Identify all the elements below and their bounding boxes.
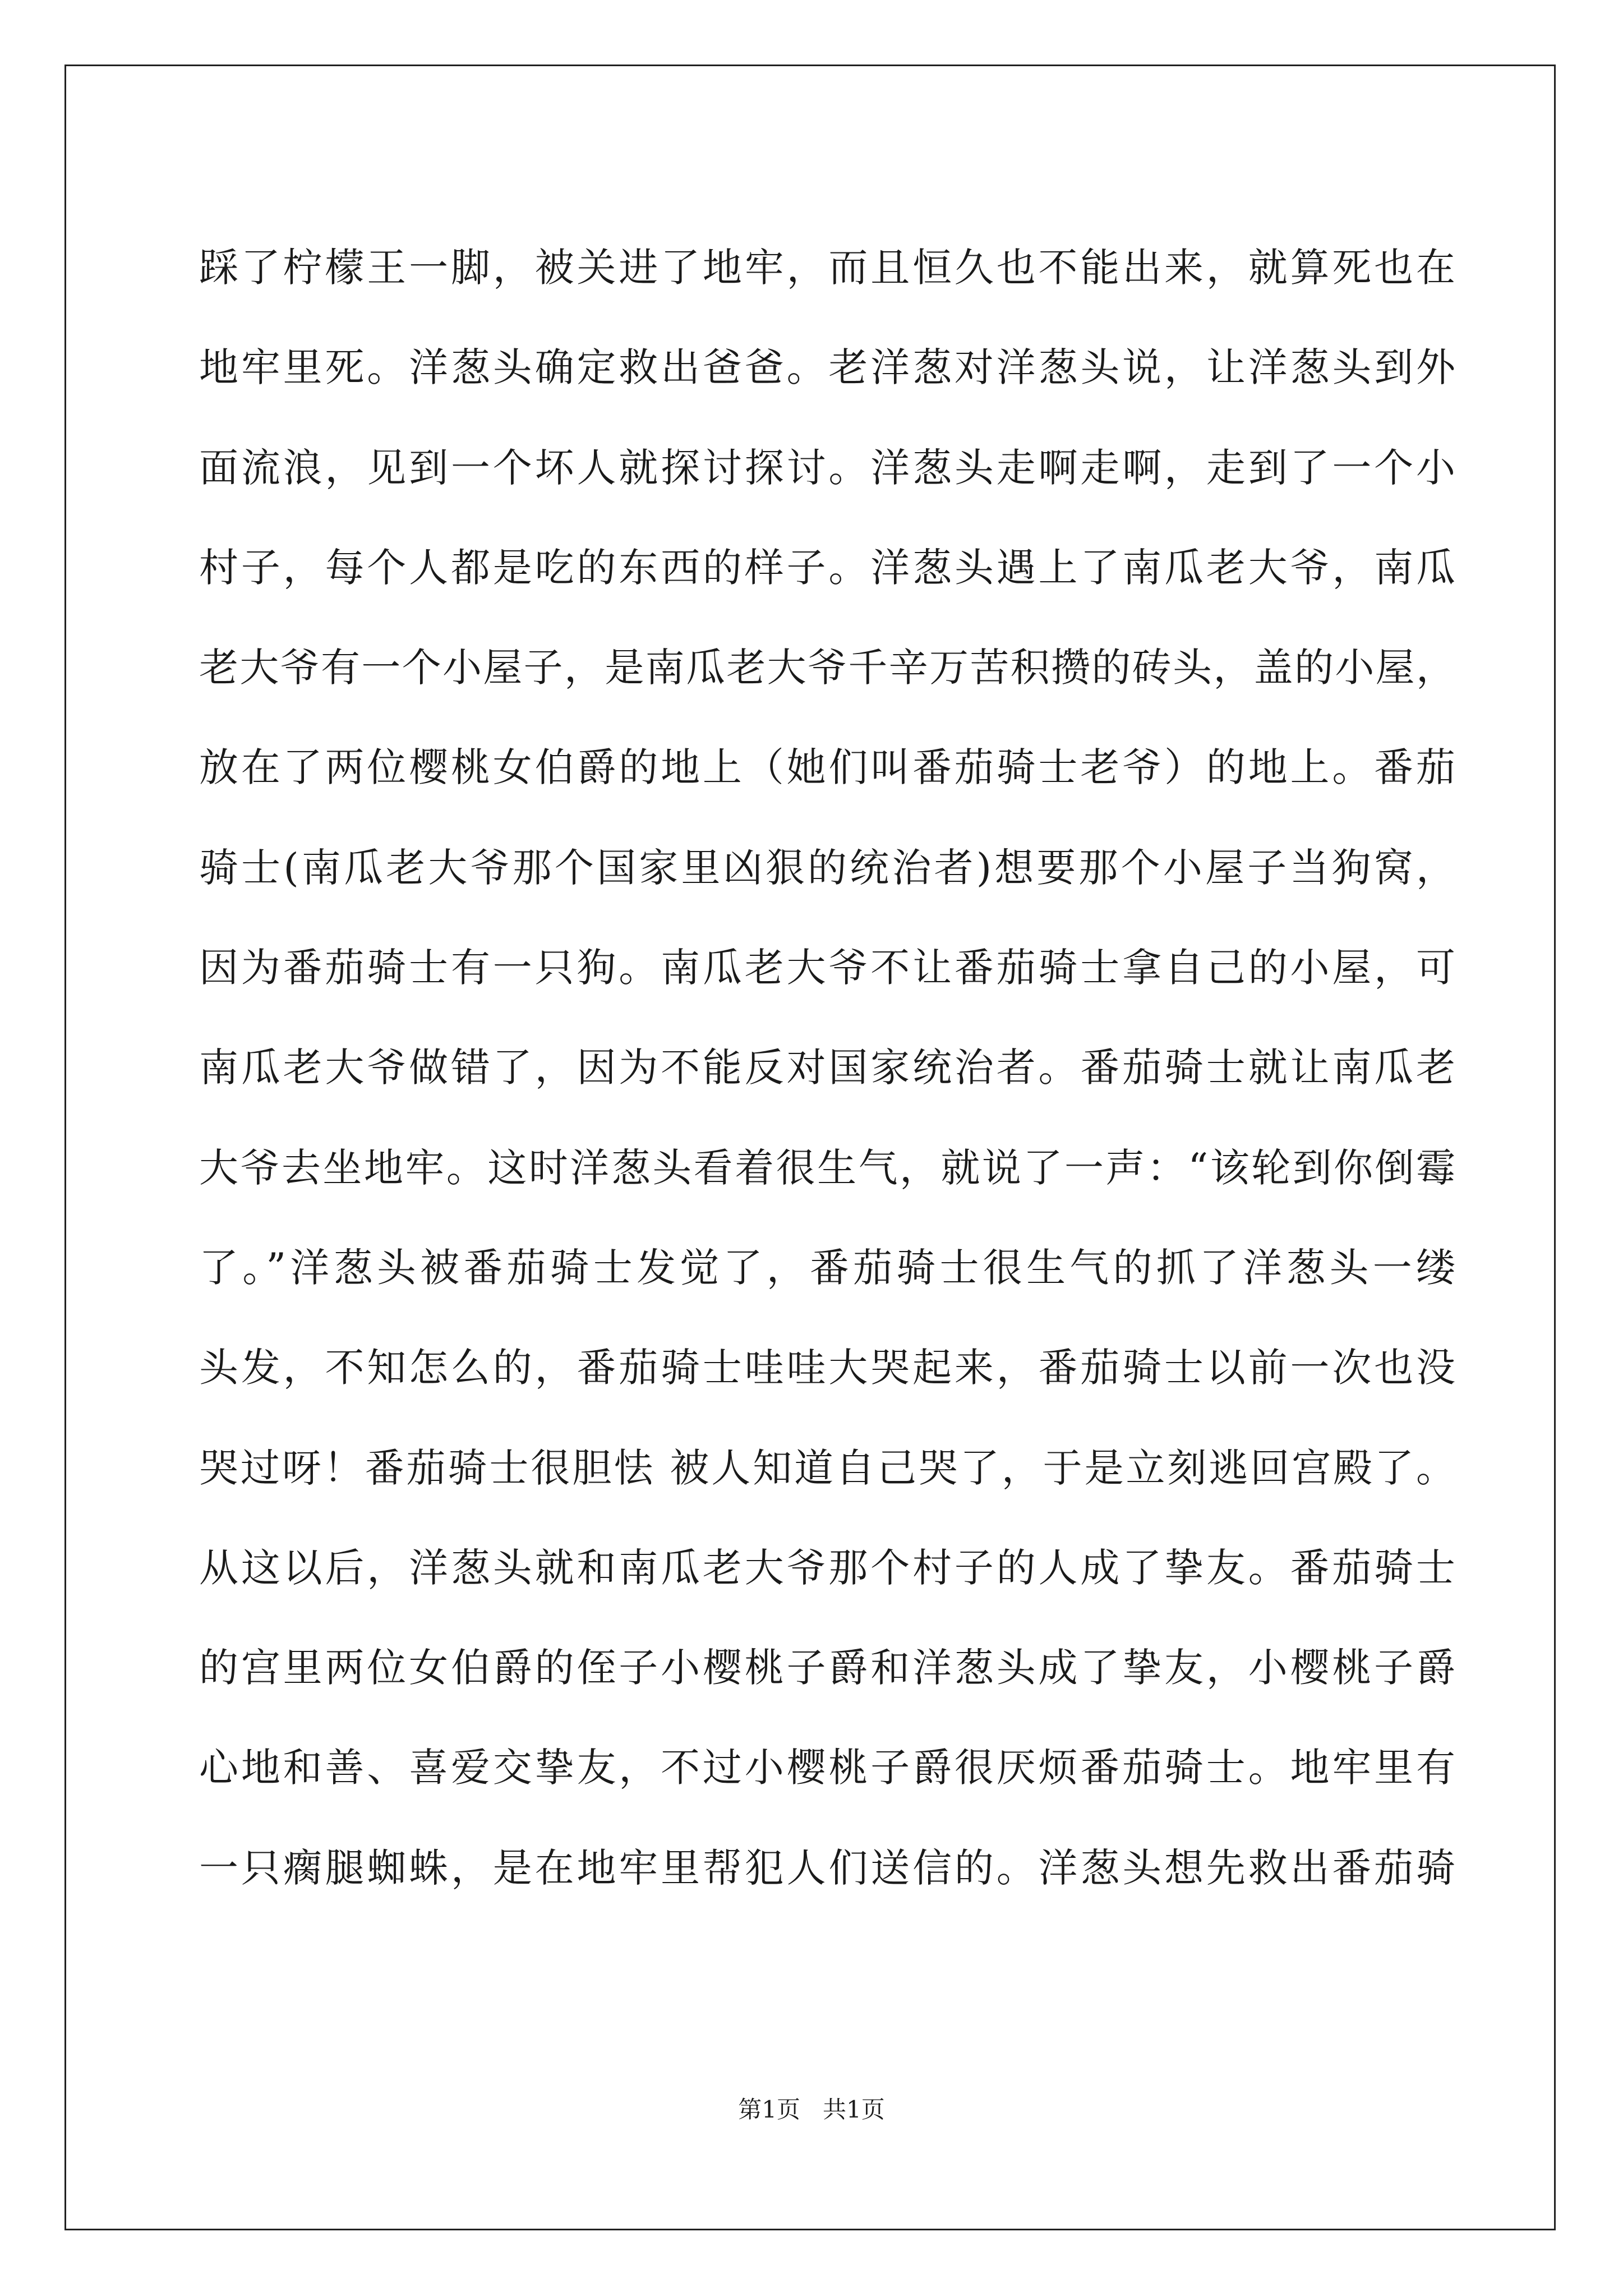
text-line: 骑士(南瓜老大爷那个国家里凶狠的统治者)想要那个小屋子当狗窝， bbox=[199, 844, 1455, 891]
text-line: 因为番茄骑士有一只狗。南瓜老大爷不让番茄骑士拿自己的小屋，可 bbox=[199, 945, 1455, 991]
text-line: 地牢里死。洋葱头确定救出爸爸。老洋葱对洋葱头说，让洋葱头到外 bbox=[199, 344, 1455, 391]
page-footer: 第1页 共1页 bbox=[738, 2096, 885, 2123]
text-line: 村子，每个人都是吃的东西的样子。洋葱头遇上了南瓜老大爷，南瓜 bbox=[199, 544, 1455, 591]
text-line: 一只瘸腿蜘蛛，是在地牢里帮犯人们送信的。洋葱头想先救出番茄骑 bbox=[199, 1844, 1455, 1891]
text-line: 大爷去坐地牢。这时洋葱头看着很生气，就说了一声：“该轮到你倒霉 bbox=[199, 1144, 1455, 1191]
text-line: 踩了柠檬王一脚，被关进了地牢，而且恒久也不能出来，就算死也在 bbox=[199, 245, 1455, 291]
text-line: 哭过呀！番茄骑士很胆怯 被人知道自己哭了，于是立刻逃回宫殿了。 bbox=[199, 1444, 1455, 1491]
text-line: 南瓜老大爷做错了，因为不能反对国家统治者。番茄骑士就让南瓜老 bbox=[199, 1045, 1455, 1091]
document-body bbox=[199, 218, 1455, 1918]
text-line: 面流浪，见到一个坏人就探讨探讨。洋葱头走啊走啊，走到了一个小 bbox=[199, 444, 1455, 491]
text-line: 从这以后，洋葱头就和南瓜老大爷那个村子的人成了挚友。番茄骑士 bbox=[199, 1544, 1455, 1591]
text-line: 了。”洋葱头被番茄骑士发觉了，番茄骑士很生气的抓了洋葱头一缕 bbox=[199, 1244, 1455, 1291]
text-line: 老大爷有一个小屋子，是南瓜老大爷千辛万苦积攒的砖头，盖的小屋， bbox=[199, 645, 1455, 691]
text-line: 放在了两位樱桃女伯爵的地上（她们叫番茄骑士老爷）的地上。番茄 bbox=[199, 744, 1455, 791]
text-line: 心地和善、喜爱交挚友，不过小樱桃子爵很厌烦番茄骑士。地牢里有 bbox=[199, 1745, 1455, 1791]
text-line: 头发，不知怎么的，番茄骑士哇哇大哭起来，番茄骑士以前一次也没 bbox=[199, 1345, 1455, 1391]
text-line: 的宫里两位女伯爵的侄子小樱桃子爵和洋葱头成了挚友，小樱桃子爵 bbox=[199, 1645, 1455, 1691]
